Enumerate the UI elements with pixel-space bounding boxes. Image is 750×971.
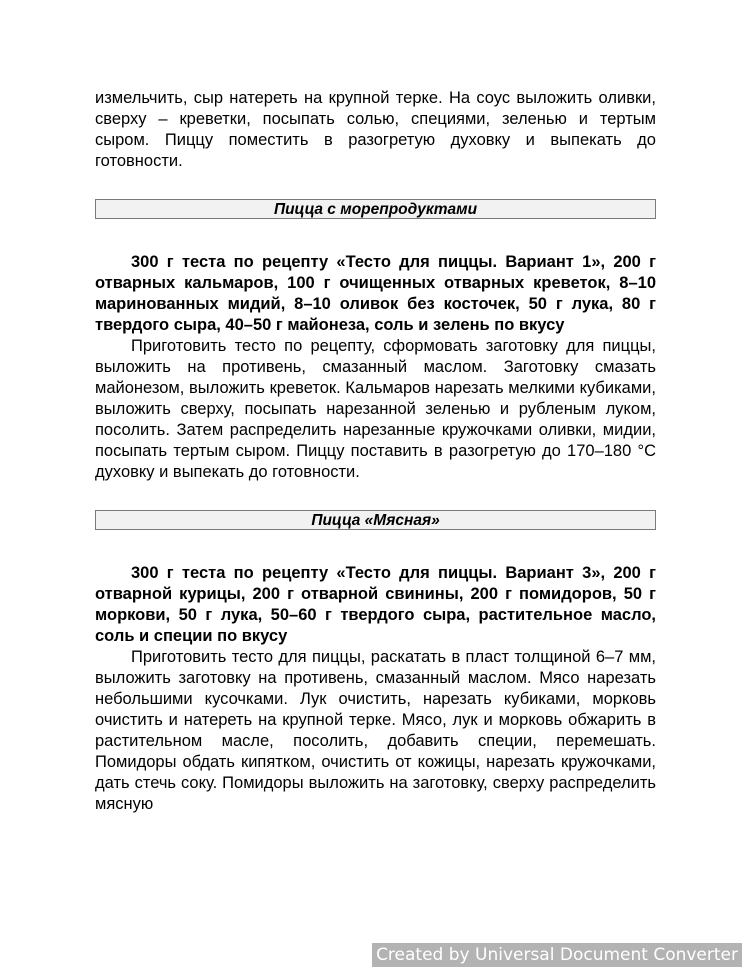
converter-watermark: Created by Universal Document Converter <box>372 943 742 967</box>
method-meat-pizza: Приготовить тесто для пиццы, раскатать в пласт толщиной 6–7 мм, выложить заготовку на противень, смазанный маслом. Мясо нарезать небольшими кусочками. Лук очистить, нарезать кубиками, морковь очистить и натереть на крупной терке. Мясо, лук и морковь обжарить в растительном масле, посолить, добавить специи, перемешать. Помидоры обдать кипятком, очистить от кожицы, нарезать кружочками, дать стечь соку. Помидоры выложить на заготовку, сверху распределить мясную <box>95 648 656 813</box>
document-page <box>95 88 656 815</box>
recipe-title-meat-pizza: Пицца «Мясная» <box>95 510 656 530</box>
intro-paragraph: измельчить, сыр натереть на крупной терке. На соус выложить оливки, сверху – креветки, посыпать солью, специями, зеленью и тертым сыром. Пиццу поместить в разогретую духовку и выпекать до готовности. <box>95 89 656 170</box>
recipe-title-seafood-pizza: Пицца с морепродуктами <box>95 199 656 219</box>
ingredients-seafood-pizza: 300 г теста по рецепту «Тесто для пиццы. Вариант 1», 200 г отварных кальмаров, 100 г очищенных отварных креветок, 8–10 маринованных мидий, 8–10 оливок без косточек, 50 г лука, 80 г твердого сыра, 40–50 г майонеза, соль и зелень по вкусу <box>95 253 656 334</box>
method-seafood-pizza: Приготовить тесто по рецепту, сформовать заготовку для пиццы, выложить на противень, смазанный маслом. Заготовку смазать майонезом, выложить креветок. Кальмаров нарезать мелкими кубиками, выложить сверху, посыпать нарезанной зеленью и рубленым луком, посолить. Затем распределить нарезанные кружочками оливки, мидии, посыпать тертым сыром. Пиццу поставить в разогретую до 170–180 °С духовку и выпекать до готовности. <box>95 337 656 481</box>
ingredients-meat-pizza: 300 г теста по рецепту «Тесто для пиццы. Вариант 3», 200 г отварной курицы, 200 г отварной свинины, 200 г помидоров, 50 г моркови, 50 г лука, 50–60 г твердого сыра, растительное масло, соль и специи по вкусу <box>95 564 656 645</box>
